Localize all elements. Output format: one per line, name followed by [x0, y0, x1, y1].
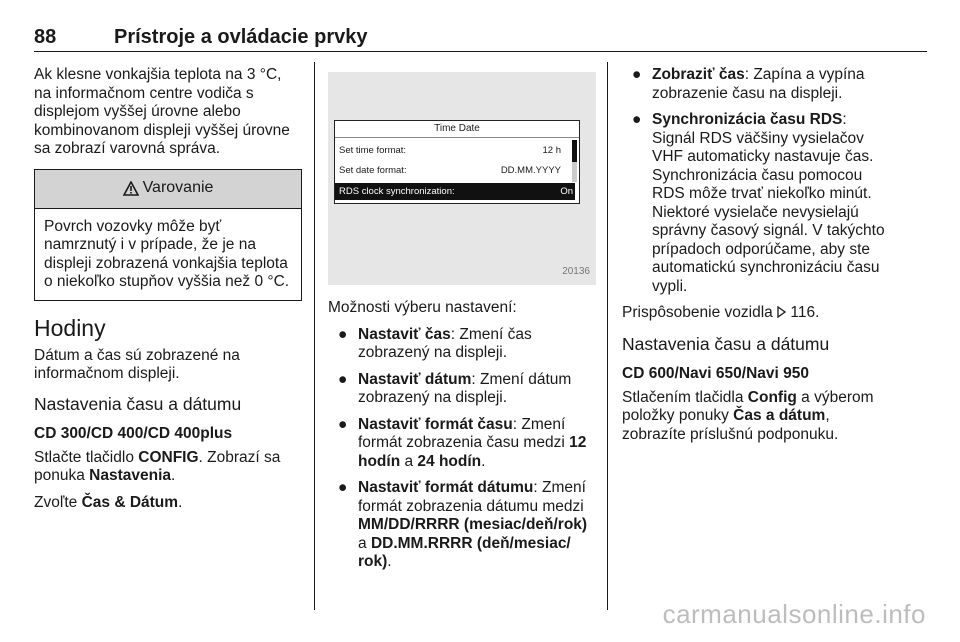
options-title: Možnosti výberu nastavení:: [328, 299, 517, 316]
display-options-list: [622, 66, 890, 296]
options-list: [328, 326, 596, 572]
subsection-title-time-date-2: Nastavenia času a dátumu: [622, 333, 830, 354]
screen-title: Time Date: [335, 121, 579, 138]
watermark: carmanualsonline.info: [662, 599, 926, 629]
list-item: ● Nastaviť dátum: Zmení dátum zobrazený na displeji.: [338, 370, 572, 406]
step-select-time-date: Zvoľte Čas & Dátum.: [34, 493, 183, 511]
column-3: [622, 66, 890, 452]
model-title-cd300: CD 300/CD 400/CD 400plus: [34, 424, 233, 442]
warning-header: [35, 170, 301, 209]
model-title-cd600: CD 600/Navi 650/Navi 950: [622, 364, 809, 382]
clock-description: Dátum a čas sú zobrazené na informačnom displeji.: [34, 346, 240, 382]
column-divider-1: [314, 62, 315, 610]
customize-reference: Prispôsobenie vozidla 116.: [622, 304, 890, 324]
menu-row-date-format[interactable]: Set date format: DD.MM.YYYY: [339, 165, 561, 176]
screen-scrollbar[interactable]: [572, 140, 577, 182]
step-press-config: Stlačte tlačidlo CONFIG. Zobrazí sa ponuka Nastavenia.: [34, 448, 281, 484]
column-2: [328, 72, 596, 580]
header-rule: [34, 51, 927, 52]
step-press-config-2: Stlačením tlačidla Config a výberom položky ponuky Čas a dátum, zobrazíte príslušnú podponuku.: [622, 388, 874, 443]
warning-body: Povrch vozovky môže byť namrznutý i v prípade, že je na displeji zobrazená vonkajšia teplota o niekoľko stupňov vyššia než 0 °C.: [44, 217, 290, 290]
menu-row-time-format[interactable]: Set time format: 12 h: [339, 145, 561, 156]
menu-row-rds-sync[interactable]: RDS clock synchronization: On: [335, 183, 575, 200]
column-1: [34, 66, 302, 520]
page-reference-link[interactable]: 116.: [790, 304, 820, 321]
subsection-title-time-date: Nastavenia času a dátumu: [34, 393, 242, 414]
figure-code: 20136: [562, 265, 590, 277]
page-number: 88: [34, 26, 57, 48]
page-reference-arrow-icon: [777, 305, 786, 324]
page-header: [34, 26, 926, 50]
warning-box: [34, 169, 302, 301]
list-item: ● Zobraziť čas: Zapína a vypína zobrazenie času na displeji.: [632, 66, 865, 102]
list-item: ● Nastaviť formát dátumu: Zmení formát zobrazenia dátumu medzi MM/DD/RRRR (mesiac/deň/rok) a DD.MM.RRRR (deň/mesiac/ rok).: [338, 479, 588, 570]
list-item: ● Nastaviť formát času: Zmení formát zobrazenia času medzi 12 hodín a 24 hodín.: [338, 415, 587, 470]
display-screen: [334, 120, 580, 204]
display-figure: [328, 72, 596, 285]
warning-triangle-icon: [123, 181, 139, 196]
intro-paragraph: Ak klesne vonkajšia teplota na 3 °C, na informačnom centre vodiča s displejom vyššej úrovne alebo kombinovanom displeji vyššej úrovne sa zobrazí varovná správa.: [34, 66, 290, 157]
chapter-title: Prístroje a ovládacie prvky: [114, 26, 368, 48]
list-item: ● Nastaviť čas: Zmení čas zobrazený na displeji.: [338, 325, 532, 361]
column-divider-2: [607, 62, 608, 610]
warning-title: Varovanie: [142, 179, 214, 197]
list-item: ● Synchronizácia času RDS: Signál RDS väčšiny vysielačov VHF automaticky nastavuje čas. Synchronizácia času pomocou RDS môže trvať niekoľko minút. Niektoré vysielače nevysielajú správny časový signál. V takýchto prípadoch odporúčame, aby ste automatickú synchronizáciu času vypli.: [632, 111, 885, 295]
section-title-clock: Hodiny: [34, 314, 106, 341]
